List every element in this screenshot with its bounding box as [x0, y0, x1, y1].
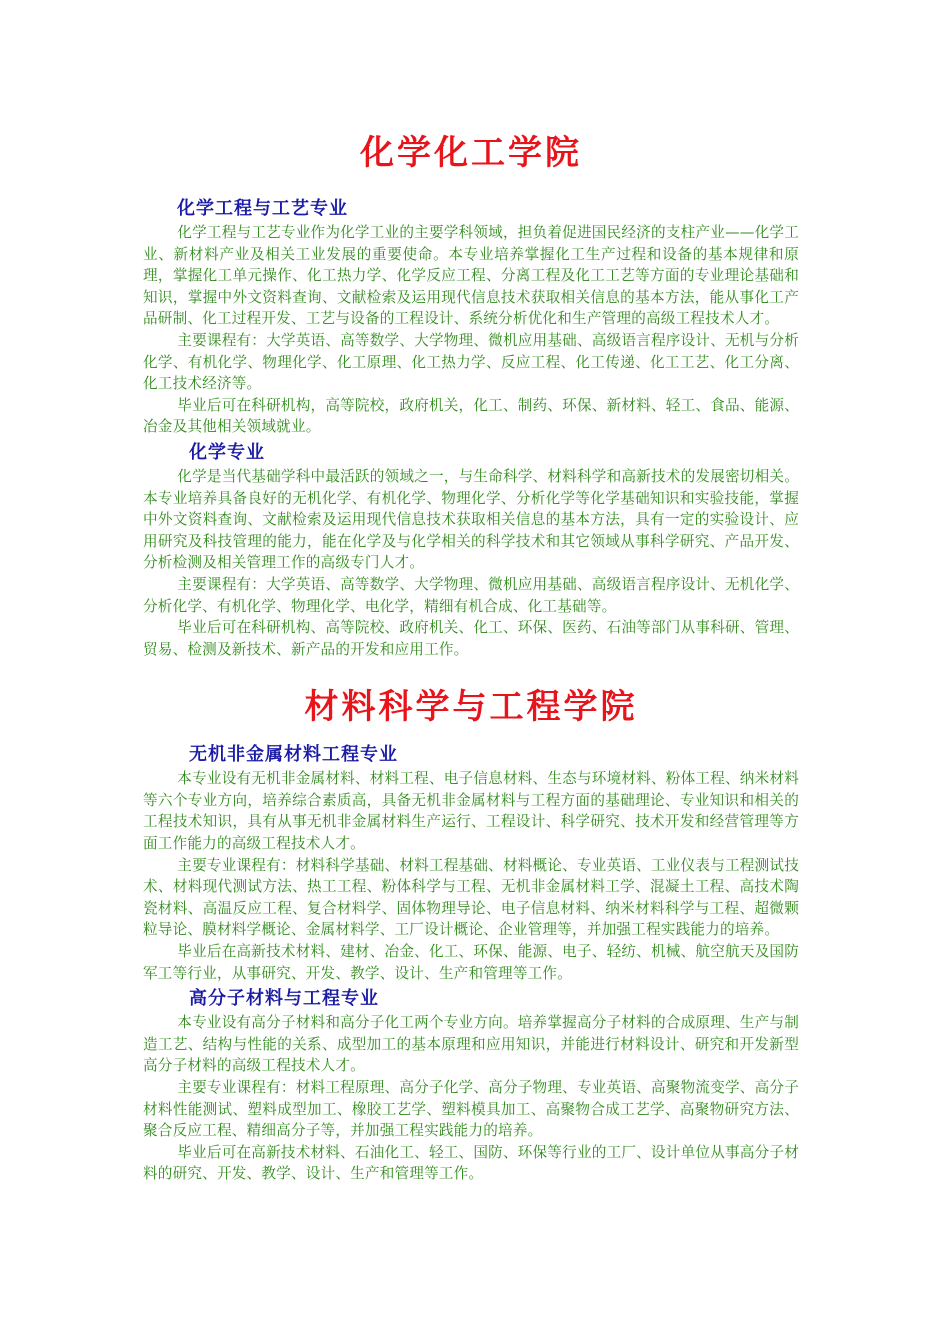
- major-section-polymer-materials: [143, 986, 799, 1185]
- major-title: 化学工程与工艺专业: [177, 198, 348, 219]
- major-section-chemical-engineering: [143, 196, 799, 438]
- major-title: 无机非金属材料工程专业: [189, 744, 398, 766]
- major-description: 本专业设有高分子材料和高分子化工两个专业方向。培养掌握高分子材料的合成原理、生产与制造工艺、结构与性能的关系、成型加工的基本原理和应用知识，并能进行材料设计、研究和开发新型高分子材料的高级工程技术人才。: [143, 1014, 799, 1075]
- major-courses: 主要专业课程有：材料科学基础、材料工程基础、材料概论、专业英语、工业仪表与工程测试技术、材料现代测试方法、热工工程、粉体科学与工程、无机非金属材料工学、混凝土工程、高技术陶瓷材料、高温反应工程、复合材料学、固体物理导论、电子信息材料、纳米材料科学与工程、超微颗粒导论、膜材料学概论、金属材料学、工厂设计概论、企业管理等，并加强工程实践能力的培养。: [143, 856, 799, 939]
- major-courses: 主要专业课程有：材料工程原理、高分子化学、高分子物理、专业英语、高聚物流变学、高分子材料性能测试、塑料成型加工、橡胶工艺学、塑料模具加工、高聚物合成工艺学、高聚物研究方法、聚合反应工程、精细高分子等，并加强工程实践能力的培养。: [143, 1079, 799, 1140]
- major-description: 化学是当代基础学科中最活跃的领域之一，与生命科学、材料科学和高新技术的发展密切相关。本专业培养具备良好的无机化学、有机化学、物理化学、分析化学等化学基础知识和实验技能，掌握中外文资料查询、文献检索及运用现代信息技术获取相关信息的基本方法，具有一定的实验设计、应用研究及科技管理的能力，能在化学及与化学相关的科学技术和其它领域从事科学研究、产品开发、分析检测及相关管理工作的高级专门人才。: [143, 467, 799, 572]
- college-title-chemistry: 化学化工学院: [360, 133, 582, 173]
- major-careers: 毕业后可在高新技术材料、石油化工、轻工、国防、环保等行业的工厂、设计单位从事高分子材料的研究、开发、教学、设计、生产和管理等工作。: [143, 1143, 799, 1183]
- document-page: [143, 128, 799, 1185]
- college-title-materials: 材料科学与工程学院: [304, 687, 638, 728]
- major-careers: 毕业后可在科研机构、高等院校、政府机关、化工、环保、医药、石油等部门从事科研、管理、贸易、检测及新技术、新产品的开发和应用工作。: [143, 619, 799, 658]
- major-section-inorganic-materials: [143, 742, 799, 984]
- major-description: 本专业设有无机非金属材料、材料工程、电子信息材料、生态与环境材料、粉体工程、纳米材料等六个专业方向，培养综合素质高，具备无机非金属材料与工程方面的基础理论、专业知识和相关的工程技术知识，具有从事无机非金属材料生产运行、工程设计、科学研究、技术开发和经营管理等方面工作能力的高级工程技术人才。: [143, 770, 799, 853]
- major-careers: 毕业后在高新技术材料、建材、冶金、化工、环保、能源、电子、轻纺、机械、航空航天及国防军工等行业，从事研究、开发、教学、设计、生产和管理等工作。: [143, 943, 799, 982]
- major-description: 化学工程与工艺专业作为化学工业的主要学科领域，担负着促进国民经济的支柱产业——化学工业、新材料产业及相关工业发展的重要使命。本专业培养掌握化工生产过程和设备的基本规律和原理，掌握化工单元操作、化工热力学、化学反应工程、分离工程及化工工艺等方面的专业理论基础和知识，掌握中外文资料查询、文献检索及运用现代信息技术获取相关信息的基本方法，能从事化工产品研制、化工过程开发、工艺与设备的工程设计、系统分析优化和生产管理的高级工程技术人才。: [143, 224, 799, 328]
- major-section-chemistry: [143, 440, 799, 660]
- major-careers: 毕业后可在科研机构，高等院校，政府机关，化工、制药、环保、新材料、轻工、食品、能源、冶金及其他相关领域就业。: [143, 396, 799, 436]
- major-courses: 主要课程有：大学英语、高等数学、大学物理、微机应用基础、高级语言程序设计、无机与分析化学、有机化学、物理化学、化工原理、化工热力学、反应工程、化工传递、化工工艺、化工分离、化工技术经济等。: [143, 331, 799, 393]
- major-courses: 主要课程有：大学英语、高等数学、大学物理、微机应用基础、高级语言程序设计、无机化学、分析化学、有机化学、物理化学、电化学，精细有机合成、化工基础等。: [143, 575, 799, 615]
- major-title: 高分子材料与工程专业: [189, 988, 379, 1010]
- major-title: 化学专业: [189, 441, 265, 463]
